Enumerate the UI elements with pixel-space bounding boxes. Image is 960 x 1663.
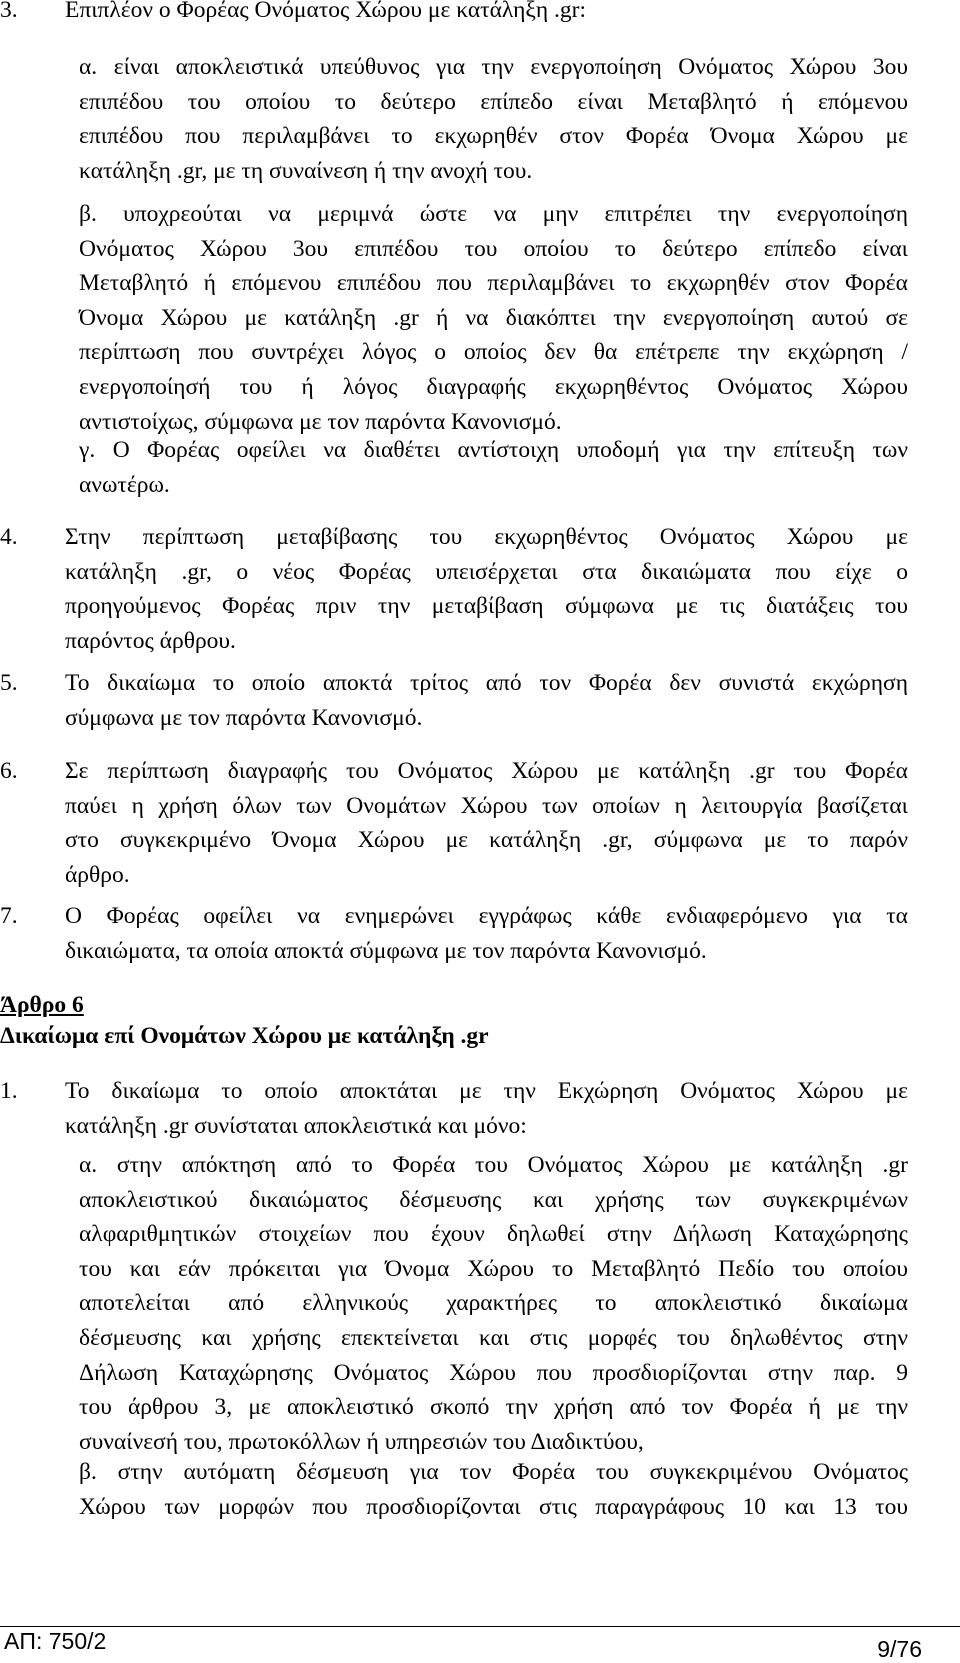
text-line: επιπέδου του οποίου το δεύτερο επίπεδο είναι Μεταβλητό ή επόμενου — [79, 88, 908, 115]
text-line: αλφαριθμητικών στοιχείων που έχουν δηλωθεί στην Δήλωση Καταχώρησης — [79, 1221, 908, 1248]
text-line: Σε περίπτωση διαγραφής του Ονόματος Χώρου με κατάληξη .gr του Φορέα — [65, 758, 908, 784]
text-line: Στην περίπτωση μεταβίβασης του εκχωρηθέντος Ονόματος Χώρου με — [65, 524, 908, 550]
text-line: κατάληξη .gr, ο νέος Φορέας υπεισέρχεται στα δικαιώματα που είχε ο — [65, 558, 908, 585]
item-5-number: 5. — [0, 670, 18, 696]
text-line: κατάληξη .gr συνίσταται αποκλειστικά και μόνο: — [65, 1112, 527, 1139]
text-line: συναίνεσή του, πρωτοκόλλων ή υπηρεσιών του Διαδικτύου, — [79, 1428, 644, 1455]
text-line: Δήλωση Καταχώρησης Ονόματος Χώρου που προσδιορίζονται στην παρ. 9 — [79, 1359, 908, 1386]
item-3-title-row — [0, 0, 960, 28]
item-3-sub-b — [79, 197, 908, 439]
text-line: γ. Ο Φορέας οφείλει να διαθέτει αντίστοιχη υποδομή για την επίτευξη των — [79, 437, 908, 463]
item-3-sub-c — [79, 433, 908, 502]
item-6-number: 6. — [0, 758, 18, 784]
item-3-sub-a — [79, 50, 908, 188]
text-line: αντιστοίχως, σύμφωνα με τον παρόντα Κανονισμό. — [79, 408, 562, 435]
text-line: σύμφωνα με τον παρόντα Κανονισμό. — [65, 704, 423, 731]
article-item-1-number: 1. — [0, 1078, 18, 1104]
item-4-number: 4. — [0, 524, 18, 550]
article-item-1-sub-a — [79, 1148, 908, 1459]
footer-reference: ΑΠ: 750/2 — [4, 1628, 107, 1654]
footer-divider — [0, 1626, 960, 1627]
text-line: παρόντος άρθρου. — [65, 627, 236, 654]
text-line: δικαιώματα, τα οποία αποκτά σύμφωνα με τον παρόντα Κανονισμό. — [65, 937, 707, 964]
text-line: αποτελείται από ελληνικούς χαρακτήρες το αποκλειστικό δικαίωμα — [79, 1290, 908, 1317]
text-line: Ο Φορέας οφείλει να ενημερώνει εγγράφως κάθε ενδιαφερόμενο για τα — [65, 903, 908, 929]
item-5 — [0, 666, 908, 735]
article-item-1-sub-b — [79, 1455, 908, 1524]
text-line: στο συγκεκριμένο Όνομα Χώρου με κατάληξη .gr, σύμφωνα με το παρόν — [65, 827, 908, 854]
text-line: Ονόματος Χώρου 3ου επιπέδου του οποίου το δεύτερο επίπεδο είναι — [79, 235, 908, 262]
text-line: β. στην αυτόματη δέσμευση για τον Φορέα του συγκεκριμένου Ονόματος — [79, 1459, 908, 1485]
text-line: του άρθρου 3, με αποκλειστικό σκοπό την χρήση από τον Φορέα ή με την — [79, 1394, 908, 1421]
text-line: ανωτέρω. — [79, 471, 170, 498]
text-line: του και εάν πρόκειται για Όνομα Χώρου το Μεταβλητό Πεδίο του οποίου — [79, 1255, 908, 1282]
text-line: α. είναι αποκλειστικά υπεύθυνος για την ενεργοποίηση Ονόματος Χώρου 3ου — [79, 54, 908, 80]
item-3-title: Επιπλέον ο Φορέας Ονόματος Χώρου με κατάληξη .gr: — [65, 0, 587, 23]
item-3-number: 3. — [0, 0, 18, 23]
text-line: περίπτωση που συντρέχει λόγος ο οποίος δεν θα επέτρεπε την εκχώρηση / — [79, 339, 908, 366]
text-line: ενεργοποίησή του ή λόγος διαγραφής εκχωρηθέντος Ονόματος Χώρου — [79, 373, 908, 400]
text-line: αποκλειστικού δικαιώματος δέσμευσης και χρήσης των συγκεκριμένων — [79, 1186, 908, 1213]
text-line: β. υποχρεούται να μεριμνά ώστε να μην επιτρέπει την ενεργοποίηση — [79, 201, 908, 227]
text-line: προηγούμενος Φορέας πριν την μεταβίβαση σύμφωνα με τις διατάξεις του — [65, 593, 908, 620]
item-7-number: 7. — [0, 903, 18, 929]
text-line: παύει η χρήση όλων των Ονομάτων Χώρου των οποίων η λειτουργία βασίζεται — [65, 792, 908, 819]
text-line: Το δικαίωμα το οποίο αποκτά τρίτος από τον Φορέα δεν συνιστά εκχώρηση — [65, 670, 908, 696]
text-line: Το δικαίωμα το οποίο αποκτάται με την Εκχώρηση Ονόματος Χώρου με — [65, 1078, 908, 1104]
item-6 — [0, 754, 908, 892]
text-line: δέσμευσης και χρήσης επεκτείνεται και στις μορφές του δηλωθέντος στην — [79, 1324, 908, 1351]
article-heading: Άρθρο 6 — [0, 992, 84, 1018]
text-line: α. στην απόκτηση από το Φορέα του Ονόματος Χώρου με κατάληξη .gr — [79, 1152, 908, 1178]
text-line: Χώρου των μορφών που προσδιορίζονται στις παραγράφους 10 και 13 του — [79, 1493, 908, 1520]
text-line: Όνομα Χώρου με κατάληξη .gr ή να διακόπτει την ενεργοποίηση αυτού σε — [79, 304, 908, 331]
item-4 — [0, 520, 908, 658]
text-line: άρθρο. — [65, 861, 130, 888]
text-line: κατάληξη .gr, με τη συναίνεση ή την ανοχή του. — [79, 157, 533, 184]
article-item-1 — [0, 1074, 908, 1143]
item-7 — [0, 899, 908, 968]
text-line: επιπέδου που περιλαμβάνει το εκχωρηθέν στον Φορέα Όνομα Χώρου με — [79, 123, 908, 150]
page-number: 9/76 — [877, 1636, 922, 1662]
article-subheading: Δικαίωμα επί Ονομάτων Χώρου με κατάληξη .gr — [0, 1023, 489, 1049]
text-line: Μεταβλητό ή επόμενου επιπέδου που περιλαμβάνει το εκχωρηθέν στον Φορέα — [79, 270, 908, 297]
